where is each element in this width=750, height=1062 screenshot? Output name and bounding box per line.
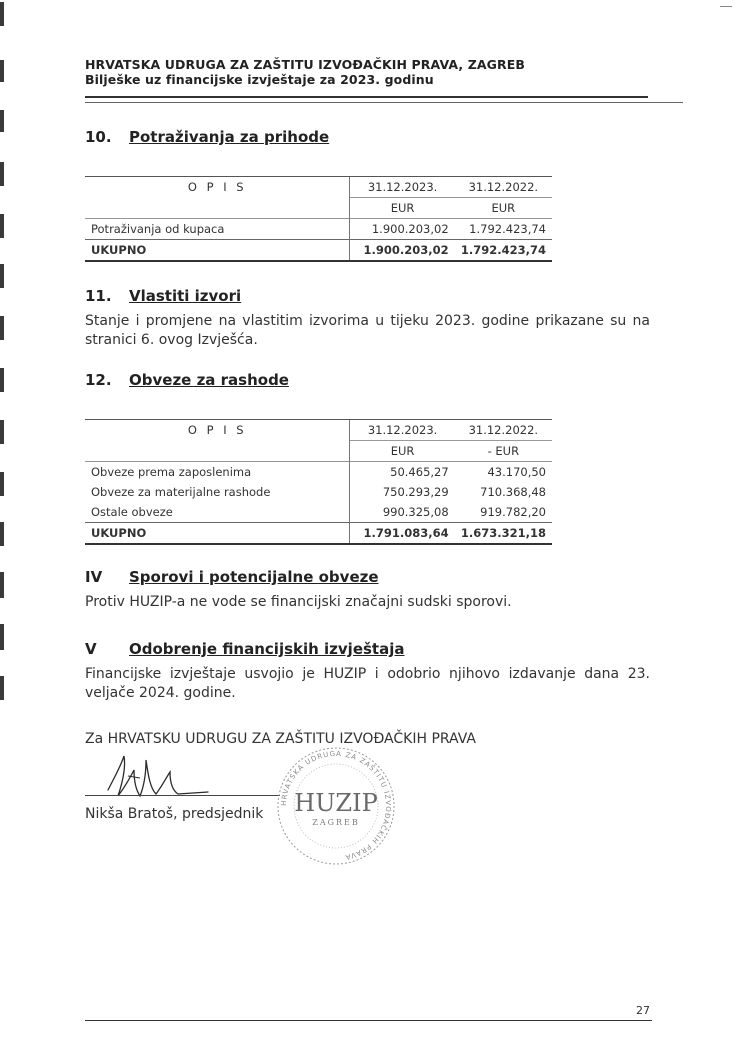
- section-number: V: [85, 640, 97, 658]
- scan-edge-mark: [0, 316, 4, 340]
- total-value-2023: 1.900.203,02: [350, 240, 455, 262]
- row-value-2022: 43.170,50: [487, 465, 546, 479]
- row-value-2023: 750.293,29: [350, 482, 455, 502]
- header-rule-thin: [85, 102, 683, 103]
- receivables-table: [85, 176, 552, 262]
- currency-2022: - EUR: [455, 441, 552, 462]
- scan-edge-mark: [0, 420, 4, 444]
- row-label: Obveze prema zaposlenima: [91, 465, 252, 479]
- scan-edge-mark: [0, 2, 4, 26]
- total-label: UKUPNO: [85, 523, 350, 545]
- section-title: Odobrenje financijskih izvještaja: [129, 640, 405, 658]
- date-2022-header: 31.12.2022.: [455, 420, 552, 441]
- row-value-2022: 1.792.423,74: [469, 222, 546, 236]
- row-label: Potraživanja od kupaca: [91, 222, 225, 236]
- total-row: [85, 240, 552, 262]
- opis-header: O P I S: [85, 177, 350, 198]
- opis-header: O P I S: [85, 420, 350, 441]
- section-number: 12.: [85, 371, 112, 389]
- stamp-ring-text: HRVATSKA UDRUGA ZA ZAŠTITU IZVOĐAČKIH PRAVA: [279, 749, 393, 862]
- currency-row: [85, 198, 552, 219]
- official-stamp: [270, 745, 402, 867]
- scan-edge-mark: [0, 368, 4, 392]
- section-title: Vlastiti izvori: [129, 287, 242, 305]
- scan-edge-mark: [0, 264, 4, 288]
- signatory-name: Nikša Bratoš, predsjednik: [85, 806, 264, 822]
- header-rule: [85, 96, 648, 98]
- section-number: IV: [85, 568, 103, 586]
- scan-edge-mark: [0, 676, 4, 700]
- scan-corner-mark: [720, 6, 732, 7]
- header-organization: HRVATSKA UDRUGA ZA ZAŠTITU IZVOĐAČKIH PRAVA, ZAGREB: [85, 57, 525, 72]
- row-label: Obveze za materijalne rashode: [91, 485, 271, 499]
- header-subtitle: Bilješke uz financijske izvještaje za 2023. godinu: [85, 72, 434, 87]
- scan-edge-mark: [0, 472, 4, 496]
- section-iv-text: Protiv HUZIP-a ne vode se financijski značajni sudski sporovi.: [85, 594, 512, 610]
- handwritten-signature: [100, 748, 210, 808]
- row-value-2023: 50.465,27: [350, 462, 455, 483]
- table-row: [85, 482, 552, 502]
- section-title: Sporovi i potencijalne obveze: [129, 568, 379, 586]
- section-number: 11.: [85, 287, 112, 305]
- section-title: Obveze za rashode: [129, 371, 289, 389]
- table-row: [85, 462, 552, 483]
- row-value-2022: 710.368,48: [480, 485, 546, 499]
- row-label: Ostale obveze: [91, 505, 173, 519]
- section-10-heading: [85, 128, 329, 146]
- scan-edge-mark: [0, 214, 4, 238]
- section-v-text: Financijske izvještaje usvojio je HUZIP i odobrio njihovo izdavanje dana 23. veljače 2024. godine.: [85, 666, 650, 701]
- section-12-heading: [85, 371, 289, 389]
- scan-edge-mark: [0, 572, 4, 598]
- total-value-2022: 1.792.423,74: [455, 240, 552, 262]
- document-header: [85, 57, 650, 87]
- scan-edge-mark: [0, 624, 4, 650]
- total-value-2022: 1.673.321,18: [455, 523, 552, 545]
- section-number: 10.: [85, 128, 112, 146]
- row-value-2022: 919.782,20: [480, 505, 546, 519]
- section-11-heading: [85, 287, 241, 305]
- currency-2023: EUR: [350, 198, 455, 219]
- scan-edge-mark: [0, 110, 4, 132]
- row-value-2023: 1.900.203,02: [350, 219, 455, 240]
- total-label: UKUPNO: [85, 240, 350, 262]
- signature-line: [85, 795, 280, 796]
- currency-row: [85, 441, 552, 462]
- section-v-heading: [85, 640, 405, 658]
- stamp-center-text: HUZIP: [294, 789, 378, 817]
- section-title: Potraživanja za prihode: [129, 128, 330, 146]
- table-row: [85, 219, 552, 240]
- date-2023-header: 31.12.2023.: [350, 420, 455, 441]
- scan-edge-mark: [0, 60, 4, 82]
- table-header-row: [85, 420, 552, 441]
- scan-edge-mark: [0, 162, 4, 186]
- section-11-text: Stanje i promjene na vlastitim izvorima u tijeku 2023. godine prikazane su na stranici 6. ovog Izvješća.: [85, 313, 650, 348]
- section-iv-heading: [85, 568, 379, 586]
- date-2022-header: 31.12.2022.: [455, 177, 552, 198]
- stamp-city-text: ZAGREB: [312, 818, 360, 827]
- total-row: [85, 523, 552, 545]
- scan-edge-mark: [0, 522, 4, 546]
- currency-2023: EUR: [350, 441, 455, 462]
- liabilities-table: [85, 419, 552, 545]
- date-2023-header: 31.12.2023.: [350, 177, 455, 198]
- row-value-2023: 990.325,08: [350, 502, 455, 523]
- page-number: 27: [636, 1004, 650, 1017]
- signature-lead: Za HRVATSKU UDRUGU ZA ZAŠTITU IZVOĐAČKIH PRAVA: [85, 731, 476, 747]
- table-row: [85, 502, 552, 523]
- table-header-row: [85, 177, 552, 198]
- footer-rule: [85, 1020, 652, 1021]
- currency-2022: EUR: [455, 198, 552, 219]
- total-value-2023: 1.791.083,64: [350, 523, 455, 545]
